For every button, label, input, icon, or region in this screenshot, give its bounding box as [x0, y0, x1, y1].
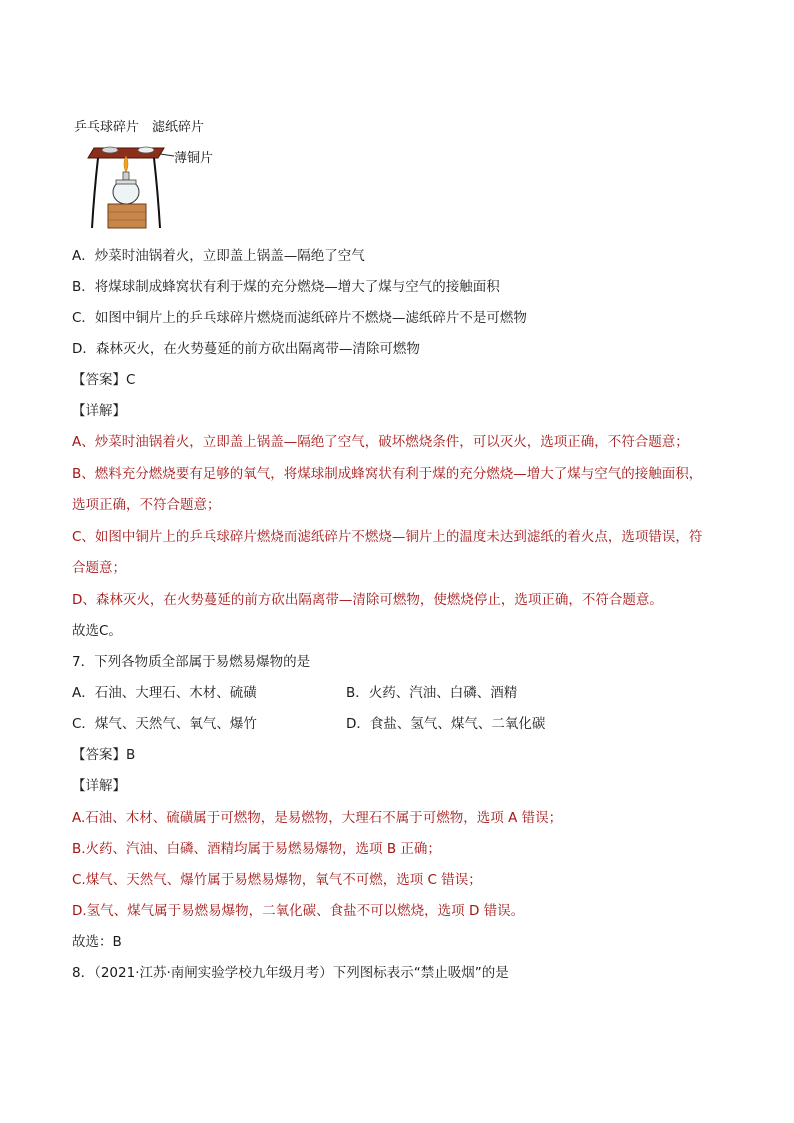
experiment-drawing: [72, 114, 232, 232]
q7-explanation-b: B.火药、汽油、白磷、酒精均属于易燃易爆物，选项 B 正确；: [72, 841, 441, 857]
label-filter-paper: 滤纸碎片: [152, 120, 205, 135]
q6-option-a: A．炒菜时油锅着火，立即盖上锅盖—隔绝了空气: [72, 248, 365, 264]
lamp-wick: [123, 172, 129, 180]
wood-block: [108, 204, 146, 228]
q7-option-c: C．煤气、天然气、氧气、爆竹: [72, 716, 257, 732]
copper-plate-experiment-figure: [72, 114, 232, 232]
q6-explanation-c: C、如图中铜片上的乒乓球碎片燃烧而滤纸碎片不燃烧—铜片上的温度未达到滤纸的着火点，选项错误，符: [72, 529, 703, 545]
q7-option-b: B．火药、汽油、白磷、酒精: [346, 685, 518, 701]
copper-pointer-line: [160, 154, 174, 156]
q6-explanation-b: B、燃料充分燃烧要有足够的氧气，将煤球制成蜂窝状有利于煤的充分燃烧—增大了煤与空气的接触面积，: [72, 466, 703, 482]
filter-paper-fragment: [138, 147, 154, 153]
q7-explanation-d: D.氢气、煤气属于易燃易爆物，二氧化碳、食盐不可以燃烧，选项 D 错误。: [72, 903, 525, 919]
q7-option-a: A．石油、大理石、木材、硫磺: [72, 685, 257, 701]
q6-answer: 【答案】C: [72, 372, 136, 388]
q7-conclusion: 故选：B: [72, 934, 122, 950]
q7-explanation-a: A.石油、木材、硫磺属于可燃物，是易燃物，大理石不属于可燃物，选项 A 错误；: [72, 810, 563, 826]
q6-explanation-d: D、森林灭火，在火势蔓延的前方砍出隔离带—清除可燃物，使燃烧停止，选项正确，不符合题意。: [72, 592, 663, 608]
q7-explanation-c: C.煤气、天然气、爆竹属于易燃易爆物，氧气不可燃，选项 C 错误；: [72, 872, 482, 888]
q7-detail-label: 【详解】: [72, 778, 126, 794]
tripod-leg-right: [154, 158, 160, 228]
q8-stem: 8．（2021·江苏·南闸实验学校九年级月考）下列图标表示“禁止吸烟”的是: [72, 965, 509, 981]
q6-explanation-b-cont: 选项正确，不符合题意；: [72, 497, 221, 513]
q6-option-d: D．森林灭火，在火势蔓延的前方砍出隔离带—清除可燃物: [72, 341, 420, 357]
q7-stem: 7．下列各物质全部属于易燃易爆物的是: [72, 654, 311, 670]
q6-explanation-a: A、炒菜时油锅着火，立即盖上锅盖—隔绝了空气，破坏燃烧条件，可以灭火，选项正确，不符合题意；: [72, 434, 689, 450]
q6-explanation-c-cont: 合题意；: [72, 560, 126, 576]
tripod-leg-left: [92, 158, 98, 228]
q7-answer: 【答案】B: [72, 747, 136, 763]
label-copper-plate: 薄铜片: [174, 151, 214, 166]
q6-option-c: C．如图中铜片上的乒乓球碎片燃烧而滤纸碎片不燃烧—滤纸碎片不是可燃物: [72, 310, 527, 326]
pingpong-fragment: [102, 147, 118, 153]
q6-conclusion: 故选C。: [72, 623, 122, 639]
lamp-neck: [116, 180, 136, 184]
q6-option-b: B．将煤球制成蜂窝状有利于煤的充分燃烧—增大了煤与空气的接触面积: [72, 279, 500, 295]
label-pingpong: 乒乓球碎片: [74, 120, 140, 135]
q7-option-d: D．食盐、氢气、煤气、二氧化碳: [346, 716, 546, 732]
q6-detail-label: 【详解】: [72, 403, 126, 419]
